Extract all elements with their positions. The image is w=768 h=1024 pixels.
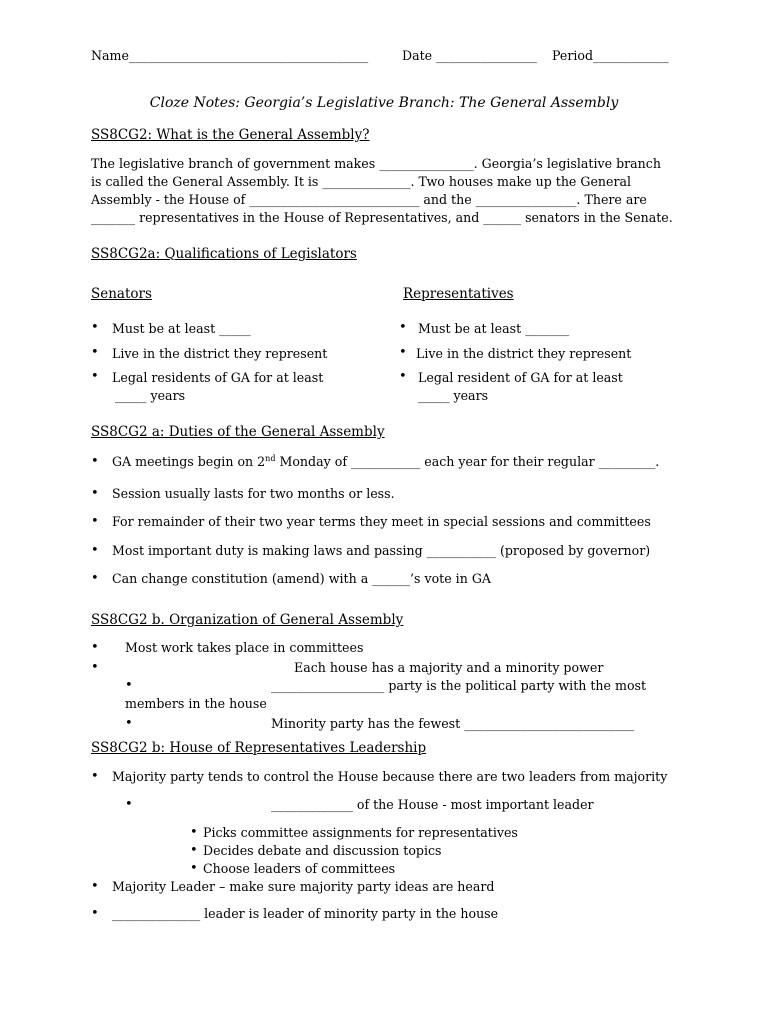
organization-item: __________________ party is the political party with the most — [271, 678, 647, 693]
senators-item: Live in the district they represent — [112, 346, 328, 361]
reps-item: Legal resident of GA for at least — [418, 370, 623, 385]
section-heading-general-assembly: SS8CG2: What is the General Assembly? — [91, 127, 370, 143]
duties-item: For remainder of their two year terms they meet in special sessions and committees — [112, 514, 651, 529]
bullet-icon: • — [91, 571, 99, 586]
bullet-icon: • — [91, 660, 99, 675]
section-heading-organization: SS8CG2 b. Organization of General Assembly — [91, 612, 404, 628]
leadership-item: _____________ of the House - most important leader — [271, 797, 594, 812]
senators-heading: Senators — [91, 286, 152, 302]
senators-item: Must be at least _____ — [112, 321, 251, 336]
organization-item-cont: members in the house — [125, 696, 267, 711]
leadership-item: Majority party tends to control the House because there are two leaders from majority — [112, 769, 668, 784]
paragraph-line: _______ representatives in the House of Representatives, and ______ senators in the Senate. — [91, 210, 673, 225]
bullet-icon: • — [125, 716, 133, 731]
senators-item: Legal residents of GA for at least — [112, 370, 324, 385]
bullet-icon: • — [91, 640, 99, 655]
section-heading-qualifications: SS8CG2a: Qualifications of Legislators — [91, 246, 357, 262]
bullet-icon: • — [125, 678, 133, 693]
organization-item: Minority party has the fewest ___________________________ — [271, 716, 635, 731]
bullet-icon: • — [399, 369, 407, 384]
leadership-item: ______________ leader is leader of minority party in the house — [112, 906, 499, 921]
paragraph-line: Assembly - the House of ___________________________ and the ________________. There are — [91, 192, 647, 207]
reps-item-cont: _____ years — [418, 388, 489, 403]
bullet-icon: • — [125, 797, 133, 812]
duties-item: GA meetings begin on 2nd Monday of ___________ each year for their regular _________. — [112, 453, 660, 469]
bullet-icon: • — [91, 514, 99, 529]
bullet-icon: • — [91, 769, 99, 784]
reps-item: Live in the district they represent — [416, 346, 632, 361]
paragraph-line: is called the General Assembly. It is ______________. Two houses make up the General — [91, 174, 632, 189]
paragraph-line: The legislative branch of government makes _______________. Georgia’s legislative branch — [91, 156, 661, 171]
bullet-icon: • — [190, 843, 198, 858]
bullet-icon: • — [91, 879, 99, 894]
bullet-icon: • — [91, 543, 99, 558]
bullet-icon: • — [190, 861, 198, 876]
leadership-item: Majority Leader – make sure majority party ideas are heard — [112, 879, 495, 894]
bullet-icon: • — [91, 906, 99, 921]
bullet-icon: • — [399, 345, 407, 360]
bullet-icon: • — [399, 320, 407, 335]
speaker-duty-item: Picks committee assignments for representatives — [203, 825, 518, 840]
speaker-duty-item: Choose leaders of committees — [203, 861, 396, 876]
bullet-icon: • — [91, 320, 99, 335]
representatives-heading: Representatives — [403, 286, 514, 302]
duties-item: Most important duty is making laws and passing ___________ (proposed by governor) — [112, 543, 651, 558]
duties-item: Can change constitution (amend) with a ______’s vote in GA — [112, 571, 491, 586]
bullet-icon: • — [91, 486, 99, 501]
reps-item: Must be at least _______ — [418, 321, 570, 336]
section-heading-house-leadership: SS8CG2 b: House of Representatives Leadership — [91, 740, 427, 756]
name-field-label: Name______________________________________ — [91, 48, 369, 63]
senators-item-cont: _____ years — [115, 388, 186, 403]
duties-item: Session usually lasts for two months or less. — [112, 486, 395, 501]
bullet-icon: • — [91, 454, 99, 469]
organization-item: Most work takes place in committees — [125, 640, 364, 655]
page-title: Cloze Notes: Georgia’s Legislative Branch: The General Assembly — [149, 95, 619, 111]
speaker-duty-item: Decides debate and discussion topics — [203, 843, 442, 858]
bullet-icon: • — [91, 369, 99, 384]
organization-item: Each house has a majority and a minority power — [294, 660, 604, 675]
date-field-label: Date ________________ — [402, 48, 537, 63]
period-field-label: Period____________ — [552, 48, 669, 63]
bullet-icon: • — [190, 825, 198, 840]
section-heading-duties: SS8CG2 a: Duties of the General Assembly — [91, 424, 385, 440]
bullet-icon: • — [91, 345, 99, 360]
